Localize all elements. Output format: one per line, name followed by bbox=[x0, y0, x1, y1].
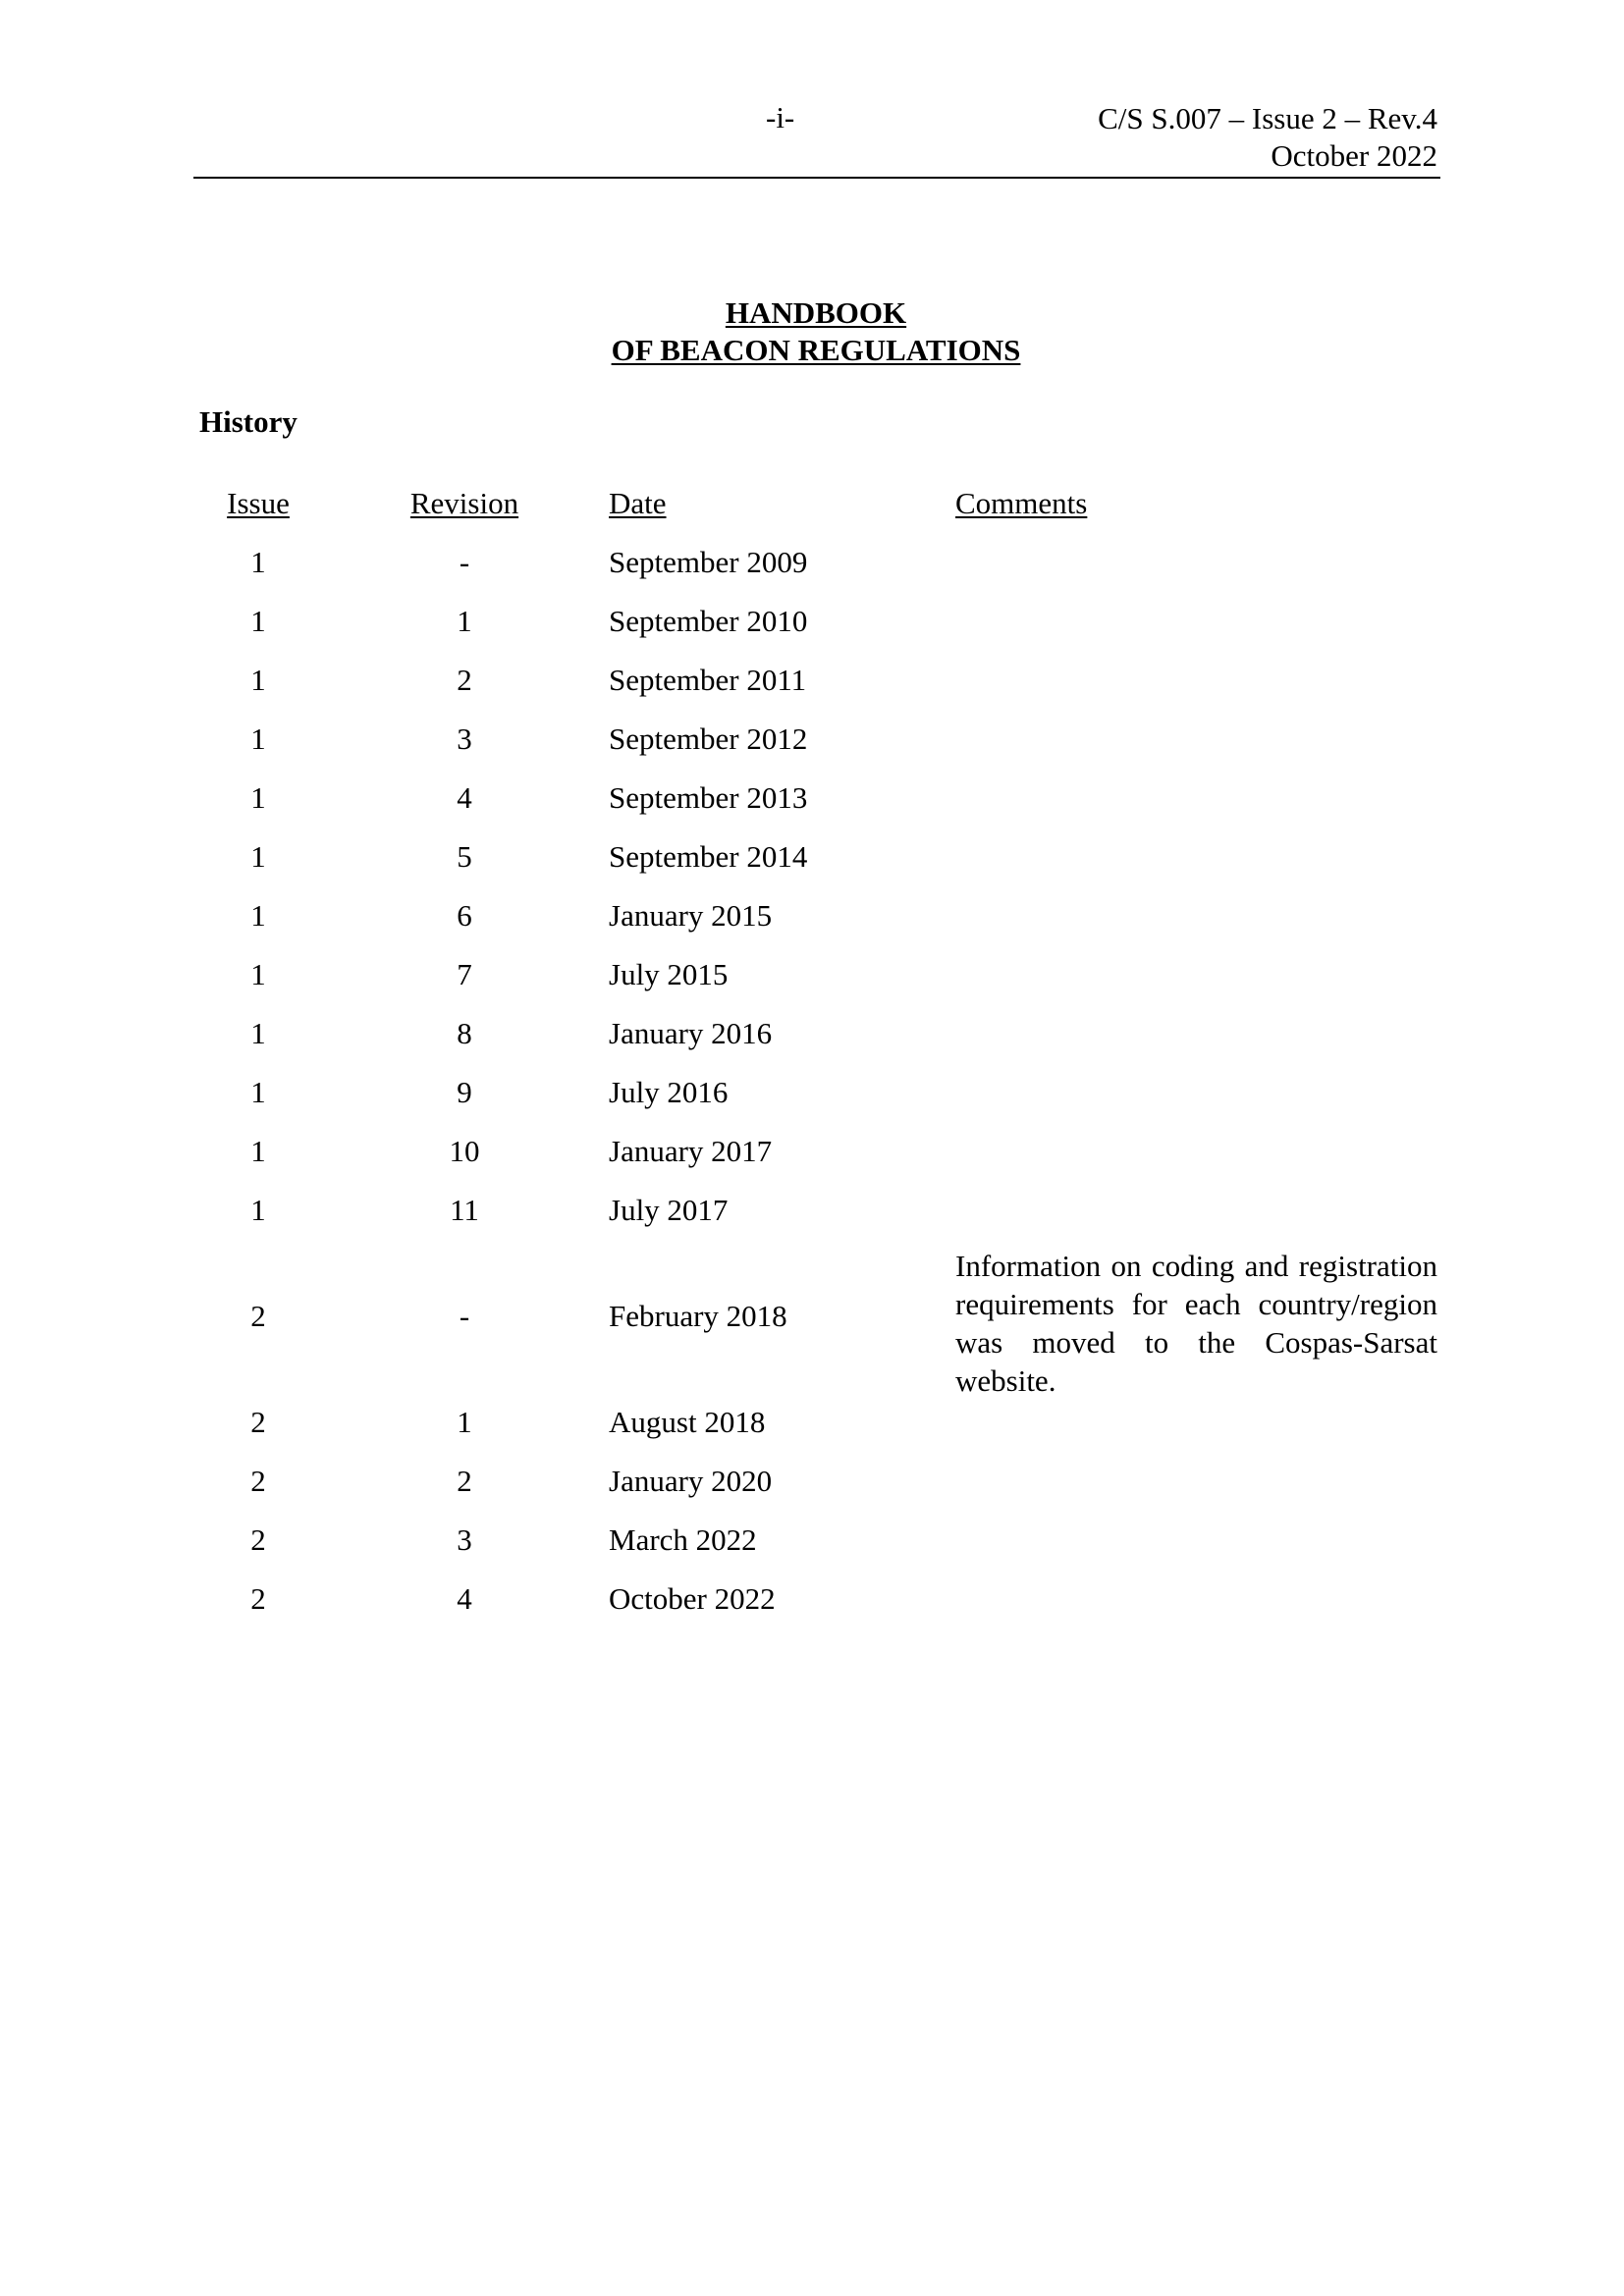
table-cell-issue: 1 bbox=[250, 780, 266, 815]
table-cell-revision: 1 bbox=[457, 604, 472, 638]
title-line-2: OF BEACON REGULATIONS bbox=[611, 333, 1021, 367]
table-cell-date: July 2016 bbox=[609, 1075, 729, 1109]
table-cell-issue: 1 bbox=[250, 1016, 266, 1050]
table-cell-issue: 1 bbox=[250, 604, 266, 638]
table-cell-issue: 2 bbox=[250, 1522, 266, 1557]
table-cell-date: September 2014 bbox=[609, 839, 808, 874]
table-cell-issue: 1 bbox=[250, 1075, 266, 1109]
table-cell-revision: 2 bbox=[457, 1464, 472, 1498]
table-cell-revision: 4 bbox=[457, 1581, 472, 1616]
table-cell-issue: 2 bbox=[250, 1464, 266, 1498]
table-cell-date: October 2022 bbox=[609, 1581, 776, 1616]
table-cell-date: September 2011 bbox=[609, 663, 807, 697]
table-cell-date: September 2009 bbox=[609, 545, 808, 579]
table-cell-revision: 10 bbox=[449, 1134, 480, 1168]
table-cell-revision: - bbox=[459, 1299, 470, 1333]
document-date: October 2022 bbox=[1271, 138, 1437, 173]
table-cell-date: January 2016 bbox=[609, 1016, 773, 1050]
table-cell-revision: 3 bbox=[457, 721, 472, 756]
page-number: -i- bbox=[766, 100, 795, 134]
table-cell-revision: 1 bbox=[457, 1405, 472, 1439]
title-line-1: HANDBOOK bbox=[725, 295, 907, 330]
table-cell-date: February 2018 bbox=[609, 1299, 787, 1333]
column-header-comments: Comments bbox=[955, 486, 1088, 520]
table-cell-revision: 3 bbox=[457, 1522, 472, 1557]
table-cell-issue: 1 bbox=[250, 898, 266, 933]
table-cell-revision: 4 bbox=[457, 780, 472, 815]
table-cell-revision: 6 bbox=[457, 898, 472, 933]
history-heading: History bbox=[199, 404, 298, 439]
table-cell-issue: 1 bbox=[250, 1193, 266, 1227]
table-cell-issue: 2 bbox=[250, 1405, 266, 1439]
table-cell-issue: 1 bbox=[250, 721, 266, 756]
table-cell-issue: 2 bbox=[250, 1299, 266, 1333]
table-cell-date: July 2015 bbox=[609, 957, 729, 991]
table-cell-issue: 1 bbox=[250, 663, 266, 697]
table-cell-revision: 11 bbox=[450, 1193, 479, 1227]
table-cell-issue: 1 bbox=[250, 839, 266, 874]
table-cell-issue: 1 bbox=[250, 957, 266, 991]
table-cell-comments: Information on coding and registration requirements for each country/region was moved to the Cospas-Sarsat website. bbox=[955, 1249, 1437, 1398]
table-cell-issue: 1 bbox=[250, 1134, 266, 1168]
column-header-date: Date bbox=[609, 486, 667, 520]
table-cell-revision: 5 bbox=[457, 839, 472, 874]
table-cell-date: July 2017 bbox=[609, 1193, 729, 1227]
table-cell-date: January 2017 bbox=[609, 1134, 773, 1168]
table-cell-revision: 9 bbox=[457, 1075, 472, 1109]
table-cell-date: September 2012 bbox=[609, 721, 808, 756]
table-cell-date: September 2010 bbox=[609, 604, 808, 638]
table-cell-revision: 7 bbox=[457, 957, 472, 991]
table-cell-revision: - bbox=[459, 545, 470, 579]
table-cell-date: March 2022 bbox=[609, 1522, 757, 1557]
table-cell-issue: 1 bbox=[250, 545, 266, 579]
column-header-revision: Revision bbox=[409, 486, 519, 520]
table-cell-issue: 2 bbox=[250, 1581, 266, 1616]
document-id: C/S S.007 – Issue 2 – Rev.4 bbox=[1098, 101, 1437, 135]
table-cell-revision: 2 bbox=[457, 663, 472, 697]
table-cell-revision: 8 bbox=[457, 1016, 472, 1050]
table-cell-date: August 2018 bbox=[609, 1405, 766, 1439]
table-cell-date: January 2015 bbox=[609, 898, 773, 933]
column-header-issue: Issue bbox=[227, 486, 290, 520]
table-cell-date: September 2013 bbox=[609, 780, 808, 815]
table-cell-date: January 2020 bbox=[609, 1464, 773, 1498]
